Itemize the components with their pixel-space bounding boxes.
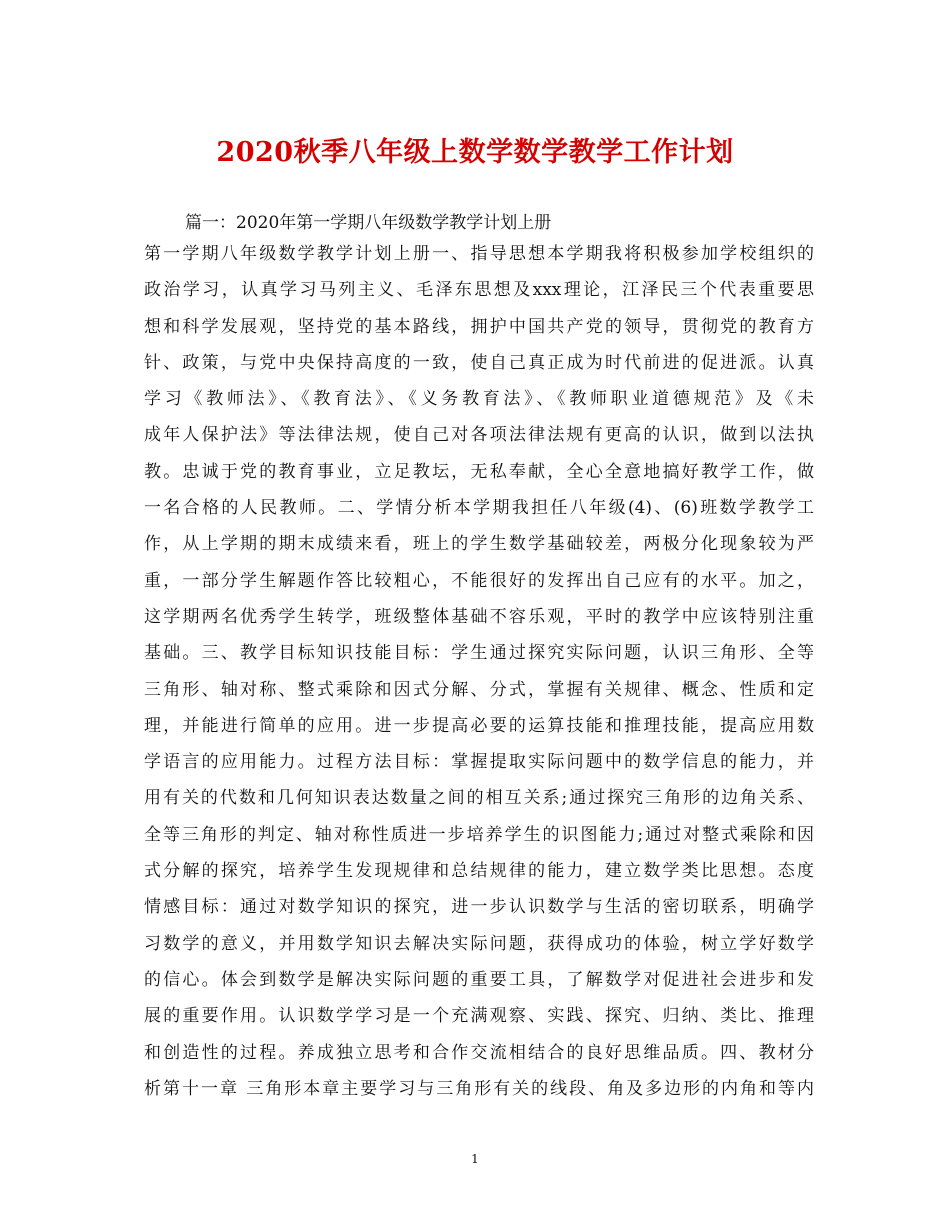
body-line: 学习《教师法》、《教育法》、《义务教育法》、《教师职业道德规范》及《未 — [144, 389, 814, 410]
body-line: 第一学期八年级数学教学计划上册一、指导思想本学期我将积极参加学校组织的 — [144, 244, 814, 264]
body-line: 政治学习，认真学习马列主义、毛泽东思想及xxx理论，江泽民三个代表重要思 — [144, 280, 814, 301]
body-line: 式分解的探究，培养学生发现规律和总结规律的能力，建立数学类比思想。态度 — [144, 861, 814, 882]
body-line: 析第十一章 三角形本章主要学习与三角形有关的线段、角及多边形的内角和等内 — [144, 1078, 814, 1099]
body-line: 的信心。体会到数学是解决实际问题的重要工具，了解数学对促进社会进步和发 — [144, 969, 814, 990]
body-line: 学语言的应用能力。过程方法目标：掌握提取实际问题中的数学信息的能力，并 — [144, 752, 814, 773]
body-line: 一名合格的人民教师。二、学情分析本学期我担任八年级(4)、(6)班数学教学工 — [144, 498, 814, 519]
body-line: 作，从上学期的期末成绩来看，班上的学生数学基础较差，两极分化现象较为严 — [144, 534, 814, 555]
body-line: 习数学的意义，并用数学知识去解决实际问题，获得成功的体验，树立学好数学 — [144, 933, 814, 954]
body-line: 针、政策，与党中央保持高度的一致，使自己真正成为时代前进的促进派。认真 — [144, 352, 814, 373]
body-line: 重，一部分学生解题作答比较粗心，不能很好的发挥出自己应有的水平。加之， — [144, 570, 814, 591]
body-paragraph — [144, 236, 814, 1107]
body-line: 用有关的代数和几何知识表达数量之间的相互关系;通过探究三角形的边角关系、 — [144, 788, 814, 809]
body-line: 三角形、轴对称、整式乘除和因式分解、分式，掌握有关规律、概念、性质和定 — [144, 679, 814, 700]
document-title: 2020秋季八年级上数学数学教学工作计划 — [216, 137, 734, 168]
body-line: 基础。三、教学目标知识技能目标：学生通过探究实际问题，认识三角形、全等 — [144, 643, 814, 664]
page-number: 1 — [471, 1152, 479, 1166]
body-line: 教。忠诚于党的教育事业，立足教坛，无私奉献，全心全意地搞好教学工作，做 — [144, 461, 814, 482]
body-line: 和创造性的过程。养成独立思考和合作交流相结合的良好思维品质。四、教材分 — [144, 1042, 814, 1063]
body-line: 这学期两名优秀学生转学，班级整体基础不容乐观，平时的教学中应该特别注重 — [144, 606, 814, 627]
body-line: 情感目标：通过对数学知识的探究，进一步认识数学与生活的密切联系，明确学 — [144, 897, 814, 918]
body-line: 想和科学发展观，坚持党的基本路线，拥护中国共产党的领导，贯彻党的教育方 — [144, 316, 814, 337]
body-line: 全等三角形的判定、轴对称性质进一步培养学生的识图能力;通过对整式乘除和因 — [144, 824, 814, 845]
body-line: 展的重要作用。认识数学学习是一个充满观察、实践、探究、归纳、类比、推理 — [144, 1006, 814, 1027]
section-heading: 篇一：2020年第一学期八年级数学教学计划上册 — [185, 213, 552, 233]
body-line: 成年人保护法》等法律法规，使自己对各项法律法规有更高的认识，做到以法执 — [144, 425, 814, 446]
body-line: 理，并能进行简单的应用。进一步提高必要的运算技能和推理技能，提高应用数 — [144, 715, 814, 736]
